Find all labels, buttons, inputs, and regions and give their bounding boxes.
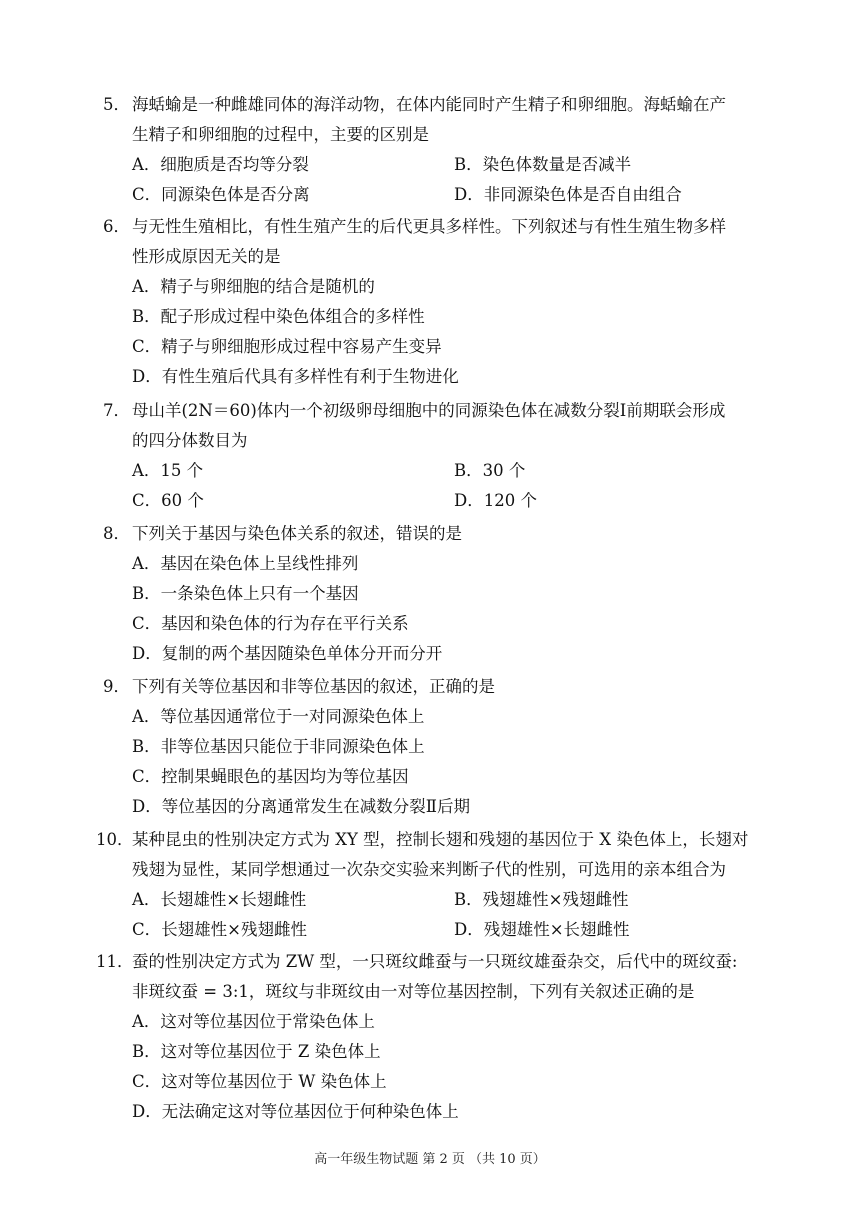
question-stem [96,672,776,702]
question-text: 某种昆虫的性别决定方式为 XY 型，控制长翅和残翅的基因位于 X 染色体上，长翅对 [132,830,749,849]
question-text: 下列关于基因与染色体关系的叙述，错误的是 [132,524,462,543]
option-a: A．基因在染色体上呈线性排列 [132,554,359,573]
question-text: 蚕的性别决定方式为 ZW 型，一只斑纹雌蚕与一只斑纹雄蚕杂交，后代中的斑纹蚕: [132,952,738,971]
option-c: C．精子与卵细胞形成过程中容易产生变异 [132,337,442,356]
question-text: 母山羊(2N＝60)体内一个初级卵母细胞中的同源染色体在减数分裂Ⅰ前期联会形成 [132,401,726,420]
option-c: C．60 个 [132,491,204,510]
question-text: 下列有关等位基因和非等位基因的叙述，正确的是 [132,677,495,696]
option-c: C．基因和染色体的行为存在平行关系 [132,614,409,633]
question-7 [96,396,776,516]
question-number: 10． [96,830,134,849]
option-d: D．残翅雄性×长翅雌性 [454,920,630,939]
question-number: 5． [103,95,130,114]
option-a: A．等位基因通常位于一对同源染色体上 [132,707,425,726]
question-text: 海蛞蝓是一种雌雄同体的海洋动物，在体内能同时产生精子和卵细胞。海蛞蝓在产 [132,95,726,114]
option-a: A．精子与卵细胞的结合是随机的 [132,277,375,296]
question-text-continued: 生精子和卵细胞的过程中，主要的区别是 [132,125,429,144]
options-row [96,180,776,210]
question-9 [96,672,776,822]
option-b: B．非等位基因只能位于非同源染色体上 [132,737,425,756]
question-5 [96,90,776,210]
question-8 [96,519,776,669]
option-b: B．30 个 [454,461,526,480]
option-b: B．这对等位基因位于 Z 染色体上 [132,1042,381,1061]
question-stem [96,947,776,977]
option-b: B．一条染色体上只有一个基因 [132,584,359,603]
question-text-continued: 的四分体数目为 [132,431,248,450]
question-11 [96,947,776,1127]
option-b: B．残翅雄性×残翅雌性 [454,890,629,909]
option-a: A．15 个 [132,461,204,480]
option-b: B．染色体数量是否减半 [454,155,632,174]
question-number: 8． [103,524,130,543]
option-a: A．细胞质是否均等分裂 [132,155,309,174]
question-10 [96,825,776,945]
option-b: B．配子形成过程中染色体组合的多样性 [132,307,425,326]
options-row [96,915,776,945]
question-stem [96,396,776,426]
option-c: C．控制果蝇眼色的基因均为等位基因 [132,767,409,786]
option-d: D．等位基因的分离通常发生在减数分裂Ⅱ后期 [132,797,470,816]
question-text: 与无性生殖相比，有性生殖产生的后代更具多样性。下列叙述与有性生殖生物多样 [132,217,726,236]
page-footer: 高一年级生物试题 第 2 页 （共 10 页） [314,1152,546,1167]
option-d: D．复制的两个基因随染色单体分开而分开 [132,644,443,663]
question-number: 11． [96,952,134,971]
option-a: A．长翅雄性×长翅雌性 [132,890,307,909]
option-c: C．长翅雄性×残翅雌性 [132,920,307,939]
option-d: D．无法确定这对等位基因位于何种染色体上 [132,1102,459,1121]
options-row [96,486,776,516]
options-row [96,885,776,915]
question-text-continued: 非斑纹蚕 = 3:1，斑纹与非斑纹由一对等位基因控制，下列有关叙述正确的是 [132,982,695,1001]
question-text-continued: 性形成原因无关的是 [132,247,281,266]
question-stem [96,825,776,855]
option-d: D．非同源染色体是否自由组合 [454,185,682,204]
option-c: C．这对等位基因位于 W 染色体上 [132,1072,387,1091]
options-row [96,456,776,486]
option-a: A．这对等位基因位于常染色体上 [132,1012,375,1031]
question-number: 6． [103,217,130,236]
options-row [96,150,776,180]
question-stem [96,519,776,549]
question-number: 7． [103,401,130,420]
option-d: D．有性生殖后代具有多样性有利于生物进化 [132,367,459,386]
question-stem [96,90,776,120]
question-text-continued: 残翅为显性，某同学想通过一次杂交实验来判断子代的性别，可选用的亲本组合为 [132,860,726,879]
question-number: 9． [103,677,130,696]
question-6 [96,212,776,392]
option-d: D．120 个 [454,491,537,510]
option-c: C．同源染色体是否分离 [132,185,310,204]
question-stem [96,212,776,242]
